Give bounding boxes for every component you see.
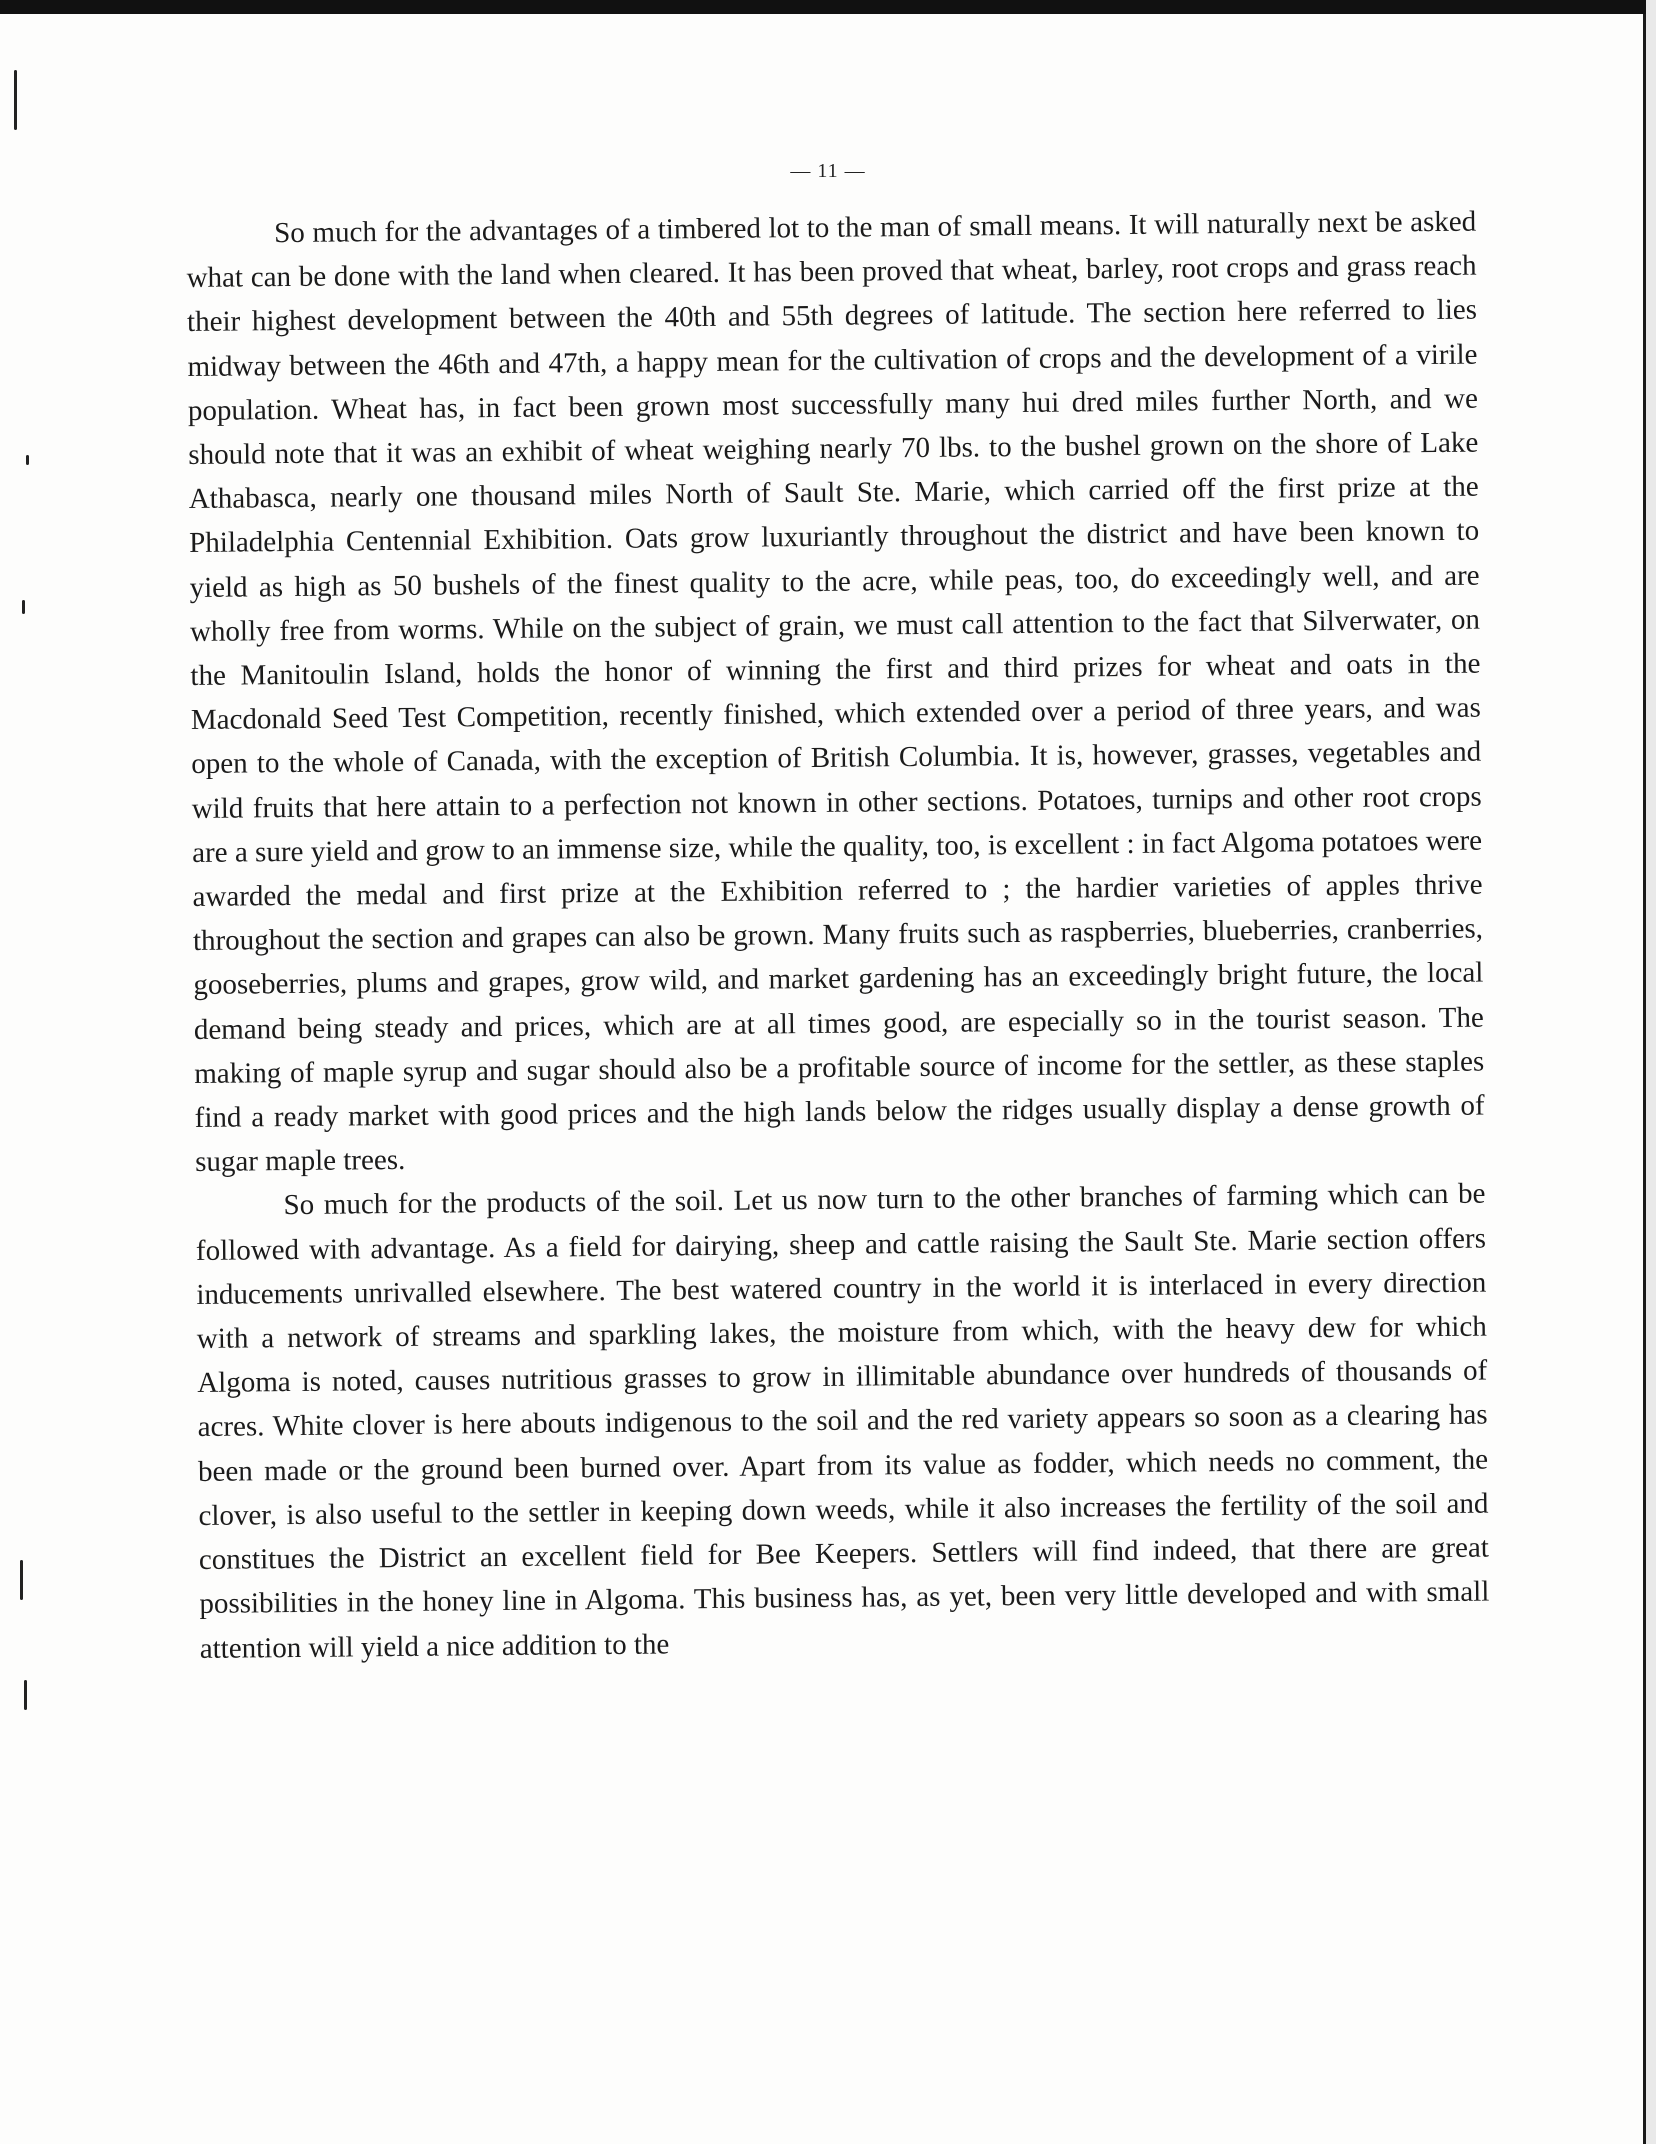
page-number: — 11 —	[790, 160, 866, 182]
scan-right-edge	[1643, 14, 1646, 2144]
scan-binding-mark	[14, 70, 17, 130]
scan-right-margin	[1646, 0, 1656, 2144]
body-text	[186, 200, 1490, 1671]
paragraph: So much for the products of the soil. Let us now turn to the other branches of farming which can be followed with advantage. As a field for dairying, sheep and cattle raising the Sault Ste. Marie section offers inducements unrivalled elsewhere. The best watered country in the world it is interlaced in every direction with a network of streams and sparkling lakes, the moisture from which, with the heavy dew for which Algoma is noted, causes nutritious grasses to grow in illimitable abundance over hundreds of thousands of acres. White clover is here abouts indigenous to the soil and the red variety appears so soon as a clearing has been made or the ground been burned over. Apart from its value as fodder, which needs no comment, the clover, is also useful to the settler in keeping down weeds, while it also increases the fertility of the soil and constitues the District an excellent field for Bee Keepers. Settlers will find indeed, that there are great possibilities in the honey line in Algoma. This business has, as yet, been very little developed and with small attention will yield a nice addition to the	[195, 1178, 1490, 1665]
scan-binding-mark	[24, 1680, 27, 1710]
scan-top-border	[0, 0, 1656, 14]
scan-binding-mark	[26, 455, 29, 465]
paragraph: So much for the advantages of a timbered lot to the man of small means. It will naturally next be asked what can be done with the land when cleared. It has been proved that wheat, barley, root crops and grass reach their highest development between the 40th and 55th degrees of latitude. The section here referred to lies midway between the 46th and 47th, a happy mean for the cultivation of crops and the development of a virile population. Wheat has, in fact been grown most successfully many hui dred miles further North, and we should note that it was an exhibit of wheat weighing nearly 70 lbs. to the bushel grown on the shore of Lake Athabasca, nearly one thousand miles North of Sault Ste. Marie, which carried off the first prize at the Philadelphia Centennial Exhibition. Oats grow luxuriantly throughout the district and have been known to yield as high as 50 bushels of the finest quality to the acre, while peas, too, do exceedingly well, and are wholly free from worms. While on the subject of grain, we must call attention to the fact that Silverwater, on the Manitoulin Island, holds the honor of winning the first and third prizes for wheat and oats in the Macdonald Seed Test Competition, recently finished, which extended over a period of three years, and was open to the whole of Canada, with the exception of British Columbia. It is, however, grasses, vegetables and wild fruits that here attain to a perfection not known in other sections. Potatoes, turnips and other root crops are a sure yield and grow to an immense size, while the quality, too, is excellent : in fact Algoma potatoes were awarded the medal and first prize at the Exhibition referred to ; the hardier varieties of apples thrive throughout the section and grapes can also be grown. Many fruits such as raspberries, blueberries, cranberries, gooseberries, plums and grapes, grow wild, and market gardening has an exceedingly bright future, the local demand being steady and prices, which are at all times good, are especially so in the tourist season. The making of maple syrup and sugar should also be a profitable source of income for the settler, as these staples find a ready market with good prices and the high lands below the ridges usually display a dense growth of sugar maple trees.	[186, 205, 1485, 1179]
scan-binding-mark	[22, 600, 25, 614]
scan-binding-mark	[20, 1560, 23, 1600]
